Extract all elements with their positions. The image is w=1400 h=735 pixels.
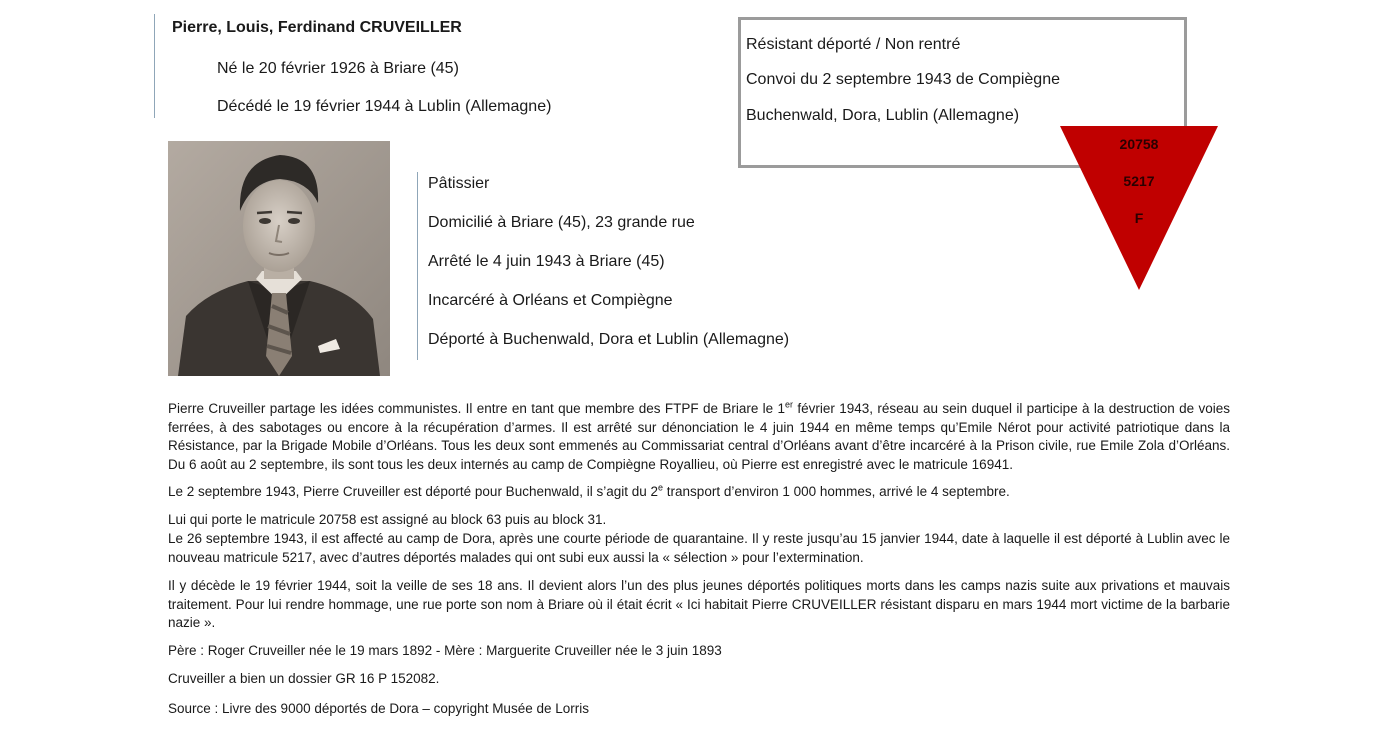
- paragraph-4-text: Le 26 septembre 1943, il est affecté au camp de Dora, après une courte période de quarantaine. Il y reste jusqu’au 15 janvier 1944, date à laquelle il est déporté à Lublin avec le nouveau matricule 5217, avec d’autres déportés malades qui ont subi eux aussi la « sélection » pour l’extermination.: [168, 531, 1230, 565]
- paragraph-2: [168, 483, 1230, 502]
- birth-line: Né le 20 février 1926 à Briare (45): [217, 60, 459, 77]
- fact-deportation: Déporté à Buchenwald, Dora et Lublin (Allemagne): [428, 331, 790, 348]
- paragraph-7: [168, 670, 1230, 689]
- fact-residence: Domicilié à Briare (45), 23 grande rue: [428, 214, 695, 231]
- triangle-number-1: 20758: [1119, 136, 1159, 152]
- paragraph-1: [168, 400, 1230, 474]
- parents-line: Père : Roger Cruveiller née le 19 mars 1892 - Mère : Marguerite Cruveiller née le 3 juin 1893: [168, 643, 722, 658]
- facts-rule: [417, 172, 418, 360]
- paragraph-5: [168, 577, 1230, 633]
- status-line-2: Convoi du 2 septembre 1943 de Compiègne: [746, 71, 1060, 88]
- triangle-letter: F: [1134, 210, 1144, 226]
- person-name: Pierre, Louis, Ferdinand CRUVEILLER: [172, 19, 462, 36]
- paragraph-8: [168, 700, 1230, 719]
- paragraph-5-text: Il y décède le 19 février 1944, soit la veille de ses 18 ans. Il devient alors l’un des plus jeunes déportés politiques morts dans les camps nazis suite aux privations et mauvais traitement. Pour lui rendre hommage, une rue porte son nom à Briare où il était écrit « Ici habitait Pierre CRUVEILLER résistant disparu en mars 1944 mort victime de la barbarie nazie ».: [168, 578, 1230, 630]
- portrait-photo: [168, 141, 390, 376]
- paragraph-2-rest: transport d’environ 1 000 hommes, arrivé le 4 septembre.: [663, 484, 1010, 499]
- triangle-number-2: 5217: [1123, 173, 1155, 189]
- superscript-e: e: [658, 482, 664, 493]
- paragraph-2-start: Le 2 septembre 1943, Pierre Cruveiller est déporté pour Buchenwald, il s’agit du 2: [168, 484, 659, 499]
- paragraph-1-start: Pierre Cruveiller partage les idées communistes. Il entre en tant que membre des FTPF de Briare le 1: [168, 401, 786, 416]
- paragraph-4: [168, 530, 1230, 567]
- paragraph-1-rest: février 1943, réseau au sein duquel il participe à la destruction de voies ferrées, à des sabotages ou encore à la récupération d’armes. Il est arrêté sur dénonciation le 4 juin 1944 en même temps qu’Emile Nérot pour activité patriotique dans la Résistance, par la Brigade Mobile d’Orléans. Tous les deux sont emmenés au Commissariat central d’Orléans avant d’être incarcéré à la Prison civile, rue Emile Zola d’Orléans. Du 6 août au 2 septembre, ils sont tous les deux internés au camp de Compiègne Royallieu, où Pierre est enregistré avec le matricule 16941.: [168, 401, 1230, 472]
- fact-incarceration: Incarcéré à Orléans et Compiègne: [428, 292, 673, 309]
- death-line: Décédé le 19 février 1944 à Lublin (Allemagne): [217, 98, 552, 115]
- fact-occupation: Pâtissier: [428, 175, 490, 192]
- source-line: Source : Livre des 9000 déportés de Dora – copyright Musée de Lorris: [168, 701, 589, 716]
- superscript-er: er: [785, 399, 794, 410]
- status-line-1: Résistant déporté / Non rentré: [746, 36, 961, 53]
- paragraph-3: [168, 511, 1230, 530]
- paragraph-3-text: Lui qui porte le matricule 20758 est assigné au block 63 puis au block 31.: [168, 512, 607, 527]
- header-rule: [154, 14, 155, 118]
- paragraph-6: [168, 642, 1230, 661]
- dossier-line: Cruveiller a bien un dossier GR 16 P 152082.: [168, 671, 440, 686]
- fact-arrest: Arrêté le 4 juin 1943 à Briare (45): [428, 253, 665, 270]
- status-line-3: Buchenwald, Dora, Lublin (Allemagne): [746, 107, 1020, 124]
